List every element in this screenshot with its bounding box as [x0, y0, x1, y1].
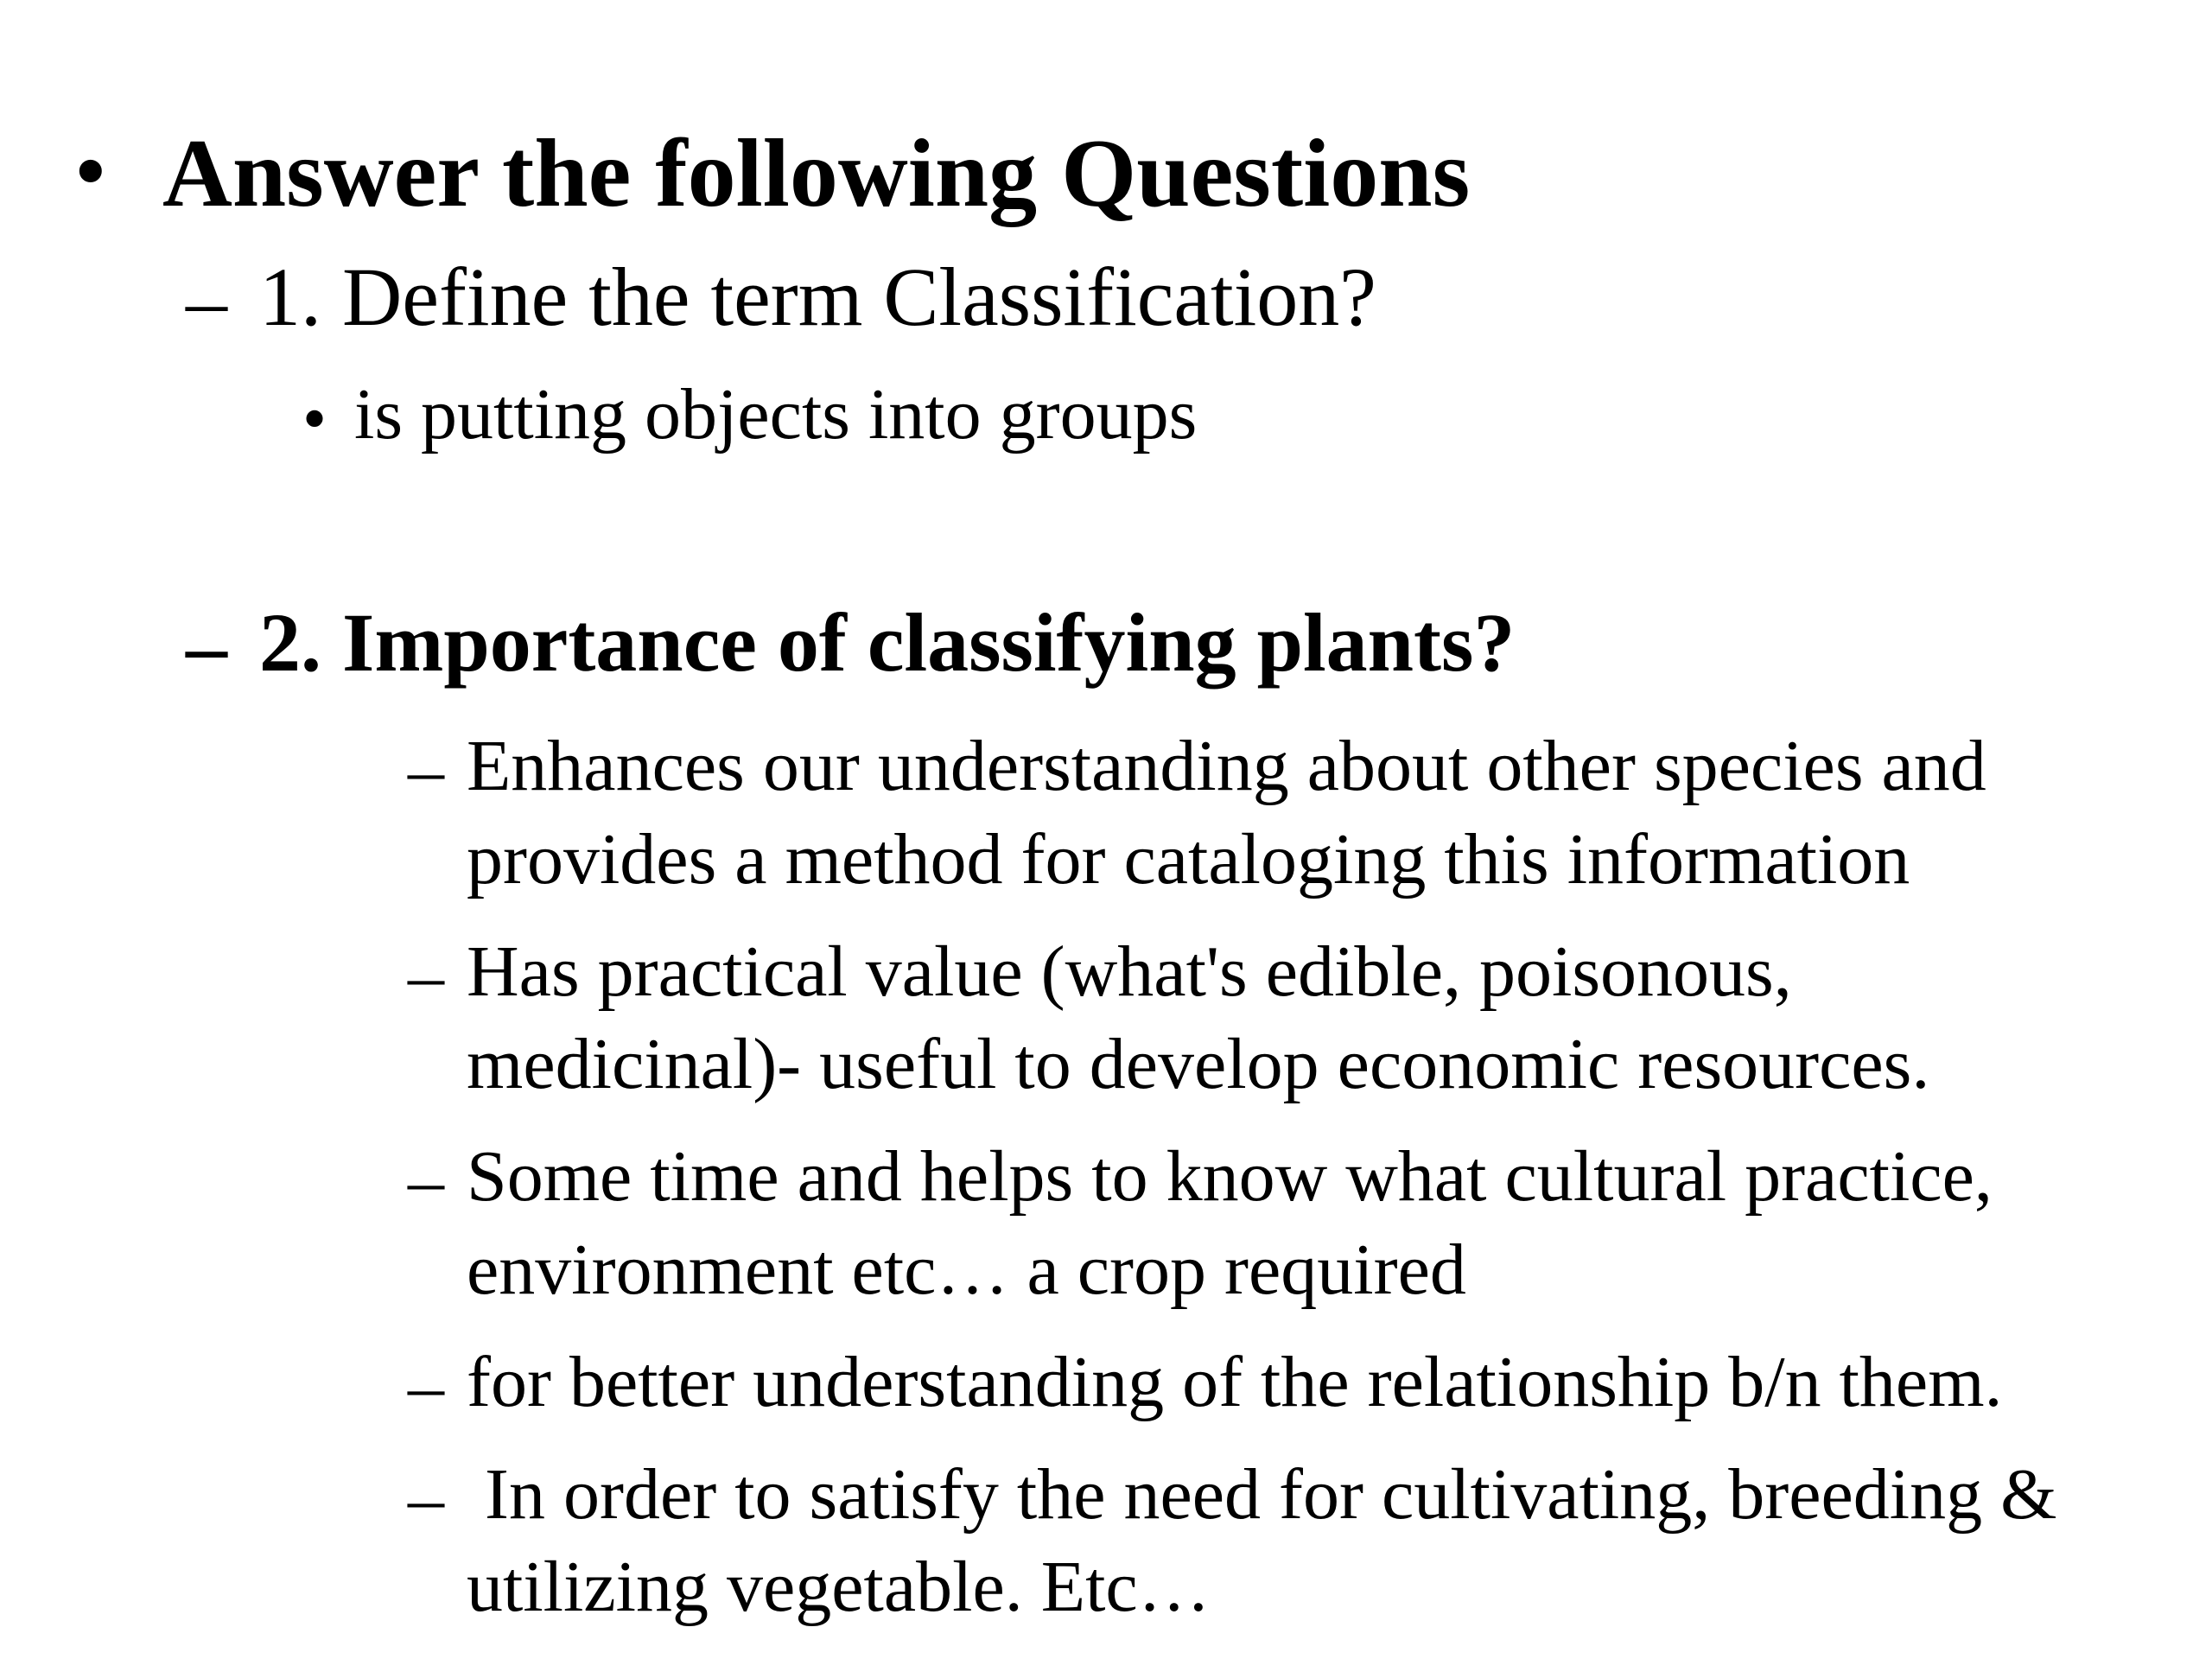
- item5-line1: In order to satisfy the need for cultivating, breeding &: [467, 1454, 2057, 1535]
- heading-text: Answer the following Questions: [162, 120, 1471, 227]
- item5-line2: utilizing vegetable. Etc…: [467, 1547, 1211, 1627]
- item4-line1: for better understanding of the relationship b/n them.: [467, 1342, 2003, 1422]
- question2-text: 2. Importance of classifying plants?: [259, 596, 1516, 689]
- item3-line1: Some time and helps to know what cultural practice,: [467, 1136, 1993, 1217]
- question2-dash: –: [186, 600, 227, 692]
- item2-line1: Has practical value (what's edible, poisonous,: [467, 931, 1792, 1012]
- question1-text: 1. Define the term Classification?: [259, 251, 1376, 343]
- item1-dash: –: [408, 730, 444, 810]
- item1-line2: provides a method for cataloging this information: [467, 819, 1910, 899]
- heading-bullet: •: [76, 124, 105, 217]
- item4-dash: –: [408, 1346, 444, 1427]
- item2-line2: medicinal)- useful to develop economic resources.: [467, 1024, 1930, 1104]
- question1-dash: –: [186, 254, 227, 346]
- item1-line1: Enhances our understanding about other species and: [467, 726, 1986, 806]
- answer1-bullet: •: [302, 381, 327, 457]
- item2-dash: –: [408, 936, 444, 1016]
- answer1-text: is putting objects into groups: [354, 374, 1198, 454]
- item3-dash: –: [408, 1141, 444, 1221]
- item3-line2: environment etc… a crop required: [467, 1230, 1466, 1310]
- item5-dash: –: [408, 1459, 444, 1539]
